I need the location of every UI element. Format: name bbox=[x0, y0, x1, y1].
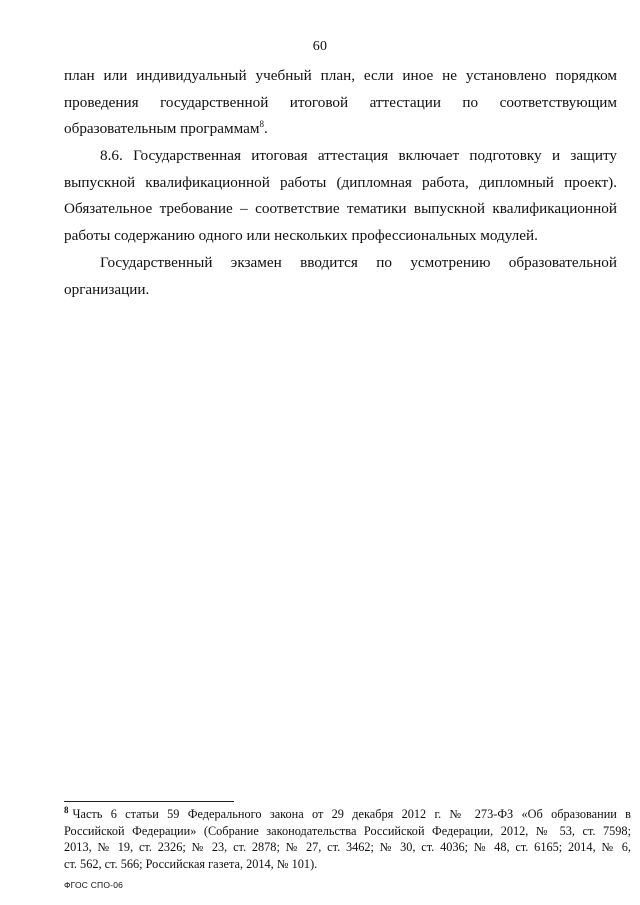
footnote-separator bbox=[64, 801, 234, 802]
footnote-marker: 8 bbox=[64, 804, 69, 815]
footnote-line: Российской Федерации» (Собрание законодательства Российской Федерации, 2012, № 53, ст. 7598; bbox=[64, 823, 631, 838]
text-line: план или индивидуальный учебный план, если иное не установлено порядком bbox=[64, 67, 617, 84]
footnote-8 bbox=[64, 806, 631, 872]
paragraph-continuation bbox=[64, 63, 617, 143]
text-line: 8.6. Государственная итоговая аттестация включает подготовку и защиту bbox=[100, 147, 617, 164]
page-number: 60 bbox=[312, 39, 328, 54]
text-line bbox=[64, 116, 617, 143]
text-line: Обязательное требование – соответствие тематики выпускной квалификационной bbox=[64, 200, 617, 217]
footnote-line bbox=[64, 806, 631, 823]
punctuation: . bbox=[263, 120, 268, 137]
text-line: работы содержанию одного или нескольких профессиональных модулей. bbox=[64, 226, 538, 244]
document-code: ФГОС СПО-06 bbox=[64, 880, 124, 890]
text-line: проведения государственной итоговой аттестации по соответствующим bbox=[64, 93, 617, 111]
text-line-content: образовательным программам bbox=[64, 120, 260, 137]
text-line: выпускной квалификационной работы (дипломная работа, дипломный проект). bbox=[64, 173, 617, 191]
footnote-line: ст. 562, ст. 566; Российская газета, 2014, № 101). bbox=[64, 856, 318, 871]
text-line: Государственный экзамен вводится по усмотрению образовательной bbox=[100, 254, 617, 271]
footnote-reference[interactable]: 8 bbox=[259, 118, 264, 129]
footnote-line: 2013, № 19, ст. 2326; № 23, ст. 2878; № 27, ст. 3462; № 30, ст. 4036; № 48, ст. 6165; 2014, № 6, bbox=[64, 840, 631, 855]
paragraph-8-6 bbox=[64, 143, 617, 249]
text-line: организации. bbox=[64, 280, 150, 298]
paragraph-state-exam bbox=[64, 250, 617, 303]
footnote-line-text: Часть 6 статьи 59 Федерального закона от 29 декабря 2012 г. № 273-ФЗ «Об образовании в bbox=[72, 807, 631, 821]
